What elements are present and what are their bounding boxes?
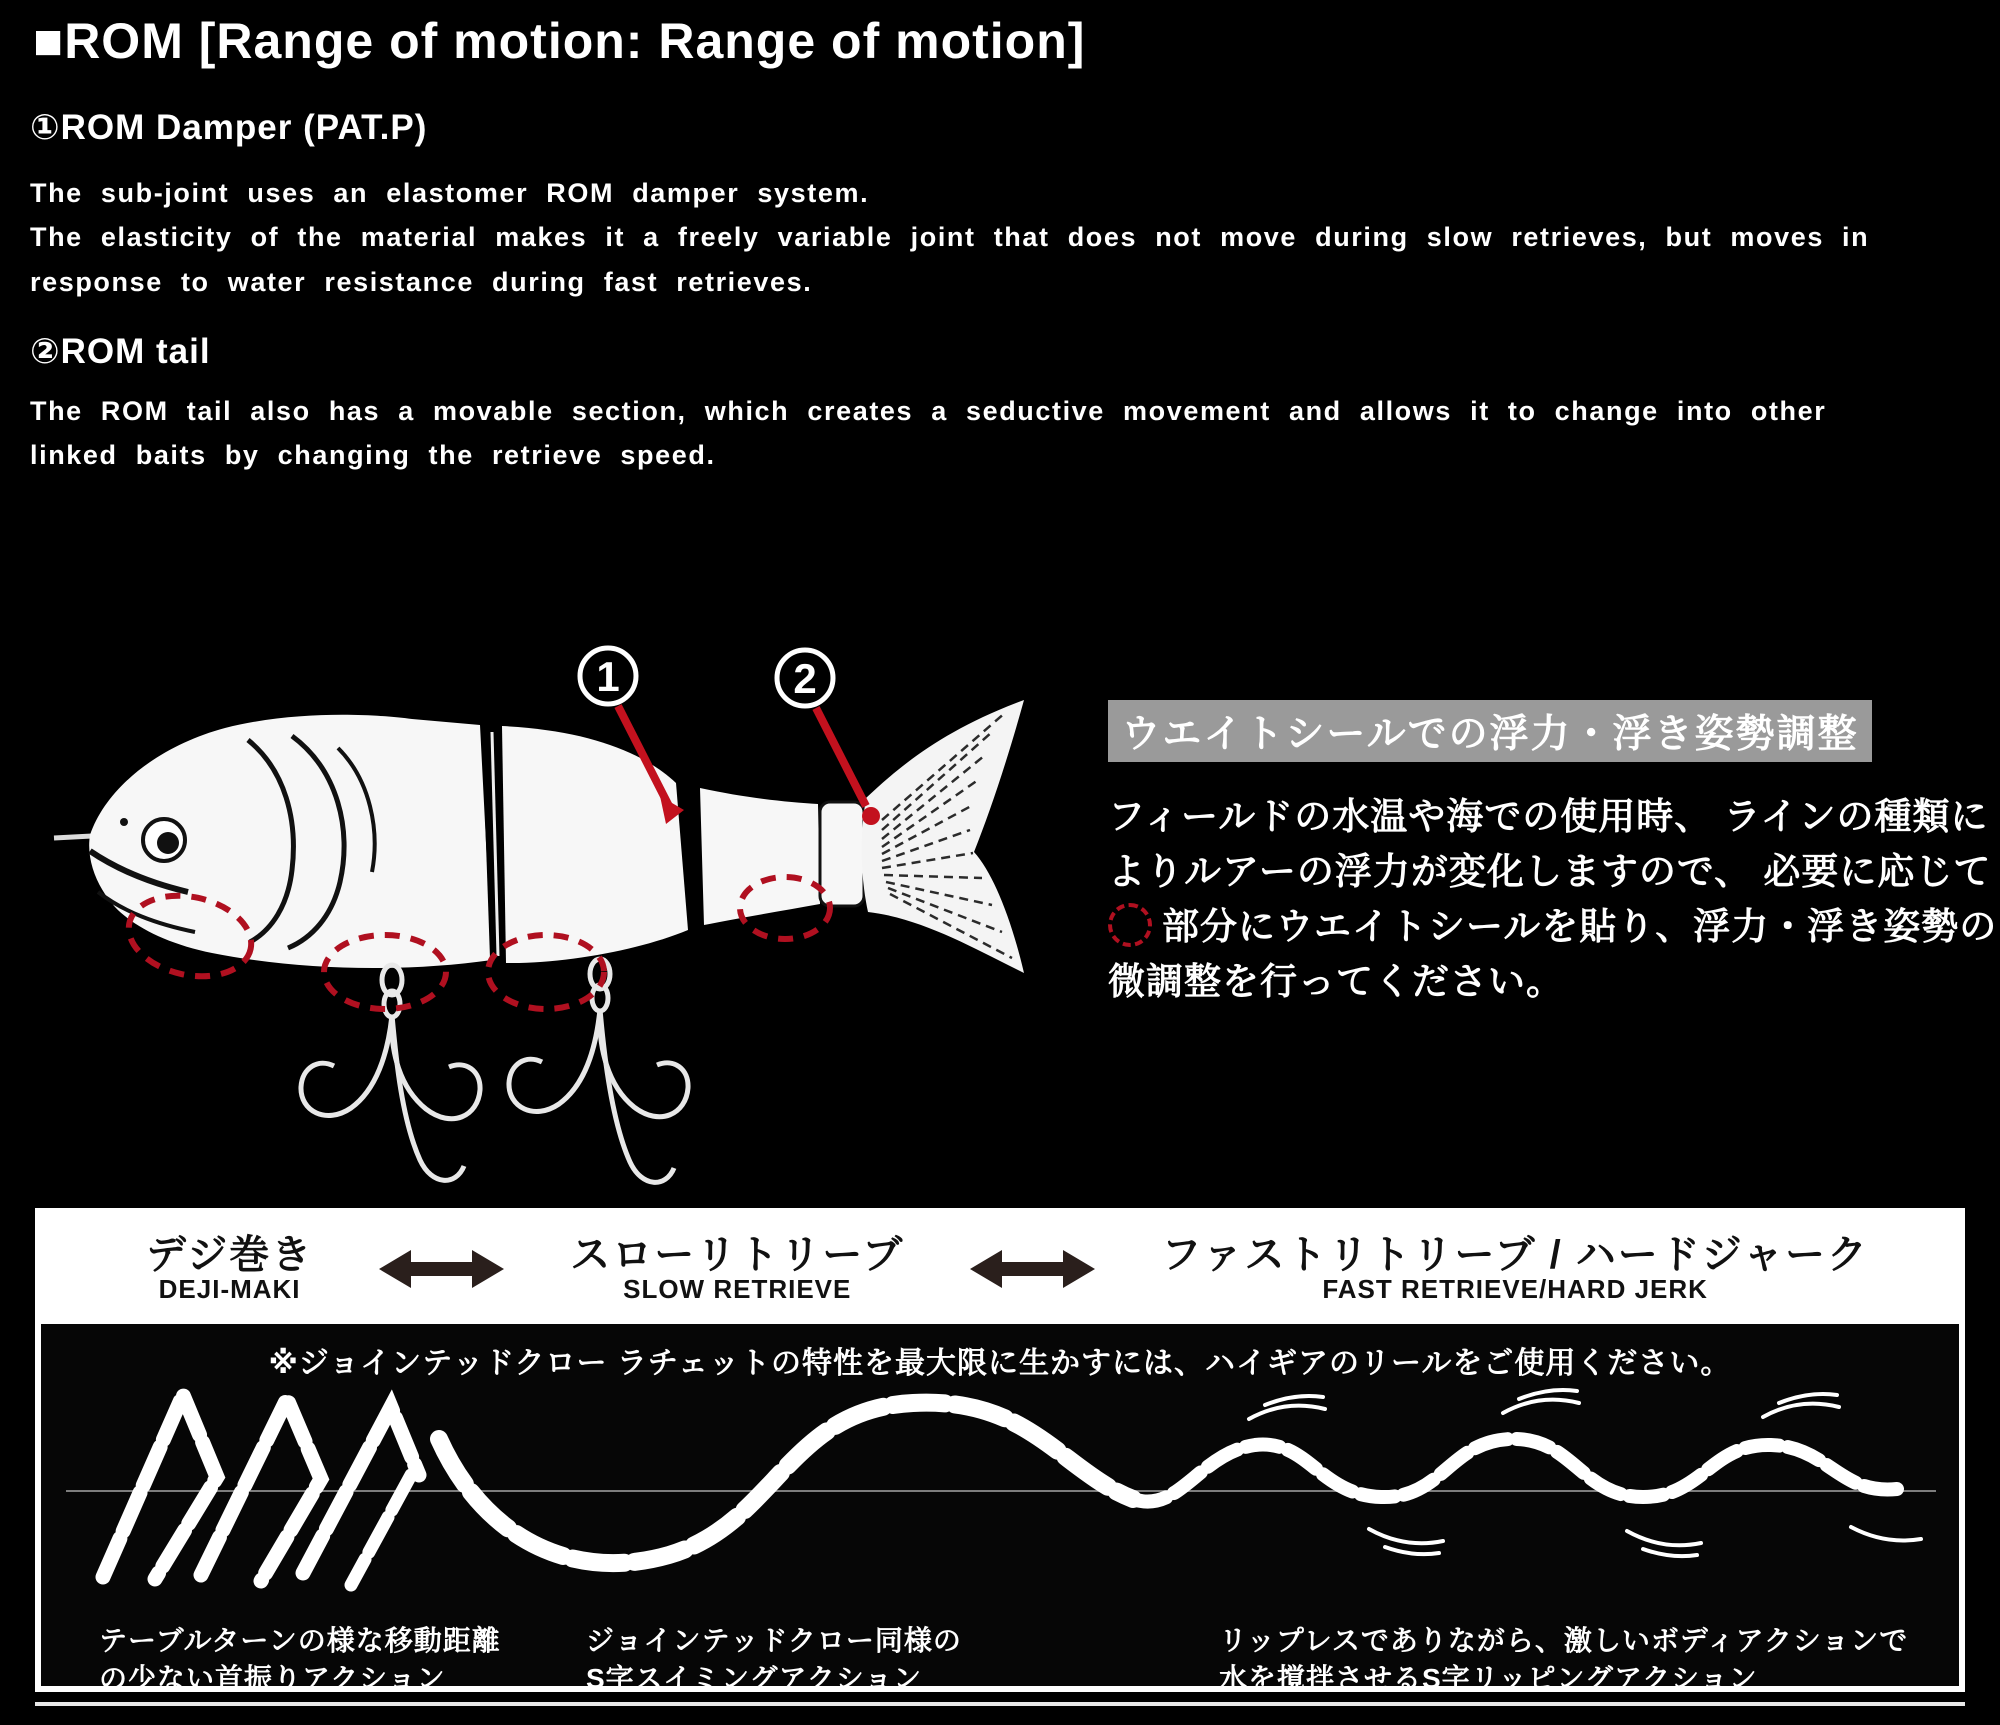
rear-treble-hook — [509, 959, 688, 1182]
mode-slow-retrieve — [570, 1234, 904, 1303]
panel-bottom-accent-line — [35, 1702, 1965, 1706]
lure-diagram-illustration — [40, 620, 1090, 1200]
front-treble-hook — [301, 965, 480, 1180]
eye-pupil — [157, 832, 179, 854]
double-arrow-icon — [379, 1248, 504, 1290]
mode-deji-maki-en: DEJI-MAKI — [158, 1274, 301, 1305]
rom-tail-text-line2: linked baits by changing the retrieve speed. — [30, 440, 716, 470]
weight-seal-text-line4: 微調整を行ってください。 — [1108, 961, 1564, 1002]
caption-fast-retrieve-line1: リップレスでありながら、激しいボディアクションで — [1219, 1625, 1909, 1656]
double-arrow-icon — [970, 1248, 1095, 1290]
action-panel — [35, 1208, 1965, 1692]
page-title: ■ROM [Range of motion: Range of motion] — [33, 13, 1086, 69]
rom-damper-text-line3: response to water resistance during fast retrieves. — [30, 267, 813, 297]
nostril-dot — [120, 818, 128, 826]
line-tie-wire — [54, 836, 92, 838]
svg-text:1: 1 — [596, 653, 620, 700]
section-rom-damper-heading: ①ROM Damper (PAT.P) — [30, 108, 428, 147]
callout-1-badge — [580, 648, 636, 704]
weight-seal-text-line3: 部分にウエイトシールを貼り、浮力・浮き姿勢の — [1162, 906, 1998, 947]
mode-deji-maki — [146, 1234, 313, 1303]
retrieve-mode-strip — [41, 1214, 1959, 1324]
weight-seal-banner: ウエイトシールでの浮力・浮き姿勢調整 — [1108, 700, 1872, 762]
weight-seal-text-line2: よりルアーの浮力が変化しますので、 必要に応じて — [1108, 851, 1992, 892]
mode-fast-retrieve-en: FAST RETRIEVE/HARD JERK — [1322, 1274, 1708, 1305]
mode-fast-retrieve-jp: ファストリトリーブ / ハードジャーク — [1161, 1233, 1870, 1278]
mode-slow-retrieve-jp: スローリトリーブ — [570, 1233, 905, 1278]
section-rom-tail-heading: ②ROM tail — [30, 332, 211, 371]
rom-damper-text-line2: The elasticity of the material makes it a freely variable joint that does not move during slow retrieves, but moves in — [30, 222, 1870, 252]
rom-damper-text-line1: The sub-joint uses an elastomer ROM damper system. — [30, 178, 870, 208]
slow-retrieve-pattern — [439, 1403, 1133, 1563]
sub-joint-gap — [688, 788, 696, 926]
caption-deji-maki-line1: テーブルターンの様な移動距離 — [99, 1625, 501, 1656]
mode-slow-retrieve-en: SLOW RETRIEVE — [623, 1274, 852, 1305]
caption-deji-maki-line2: の少ない首振りアクション — [99, 1663, 446, 1694]
weight-seal-spot-legend-icon — [1108, 903, 1152, 947]
high-gear-note: ※ジョインテッドクロー ラチェットの特性を最大限に生かすには、ハイギアのリールをご使用ください。 — [268, 1347, 1732, 1380]
caption-slow-retrieve-line2: S字スイミングアクション — [586, 1663, 923, 1694]
caption-slow-retrieve — [586, 1622, 962, 1698]
weight-seal-text-line1: フィールドの水温や海での使用時、 ラインの種類に — [1108, 796, 1989, 837]
lure-mid-body — [502, 726, 688, 963]
fast-retrieve-pattern — [1133, 1439, 1897, 1502]
callout-2-badge — [777, 650, 833, 706]
mode-deji-maki-jp: デジ巻き — [146, 1233, 314, 1278]
swim-pattern-illustration — [51, 1379, 1951, 1621]
weight-seal-text-line3-wrap — [1108, 896, 1997, 950]
caption-fast-retrieve-line2: 水を撹拌させるS字リッピングアクション — [1219, 1663, 1758, 1694]
rom-tail-text-line1: The ROM tail also has a movable section, which creates a seductive movement and allows it to change into other — [30, 396, 1827, 426]
mode-fast-retrieve — [1161, 1234, 1869, 1303]
tail-wrist — [820, 802, 864, 906]
lure-tail-section — [700, 788, 820, 925]
caption-fast-retrieve — [1219, 1622, 1908, 1698]
svg-text:2: 2 — [793, 655, 817, 702]
caption-deji-maki — [99, 1622, 501, 1698]
caption-slow-retrieve-line1: ジョインテッドクロー同様の — [586, 1625, 962, 1656]
